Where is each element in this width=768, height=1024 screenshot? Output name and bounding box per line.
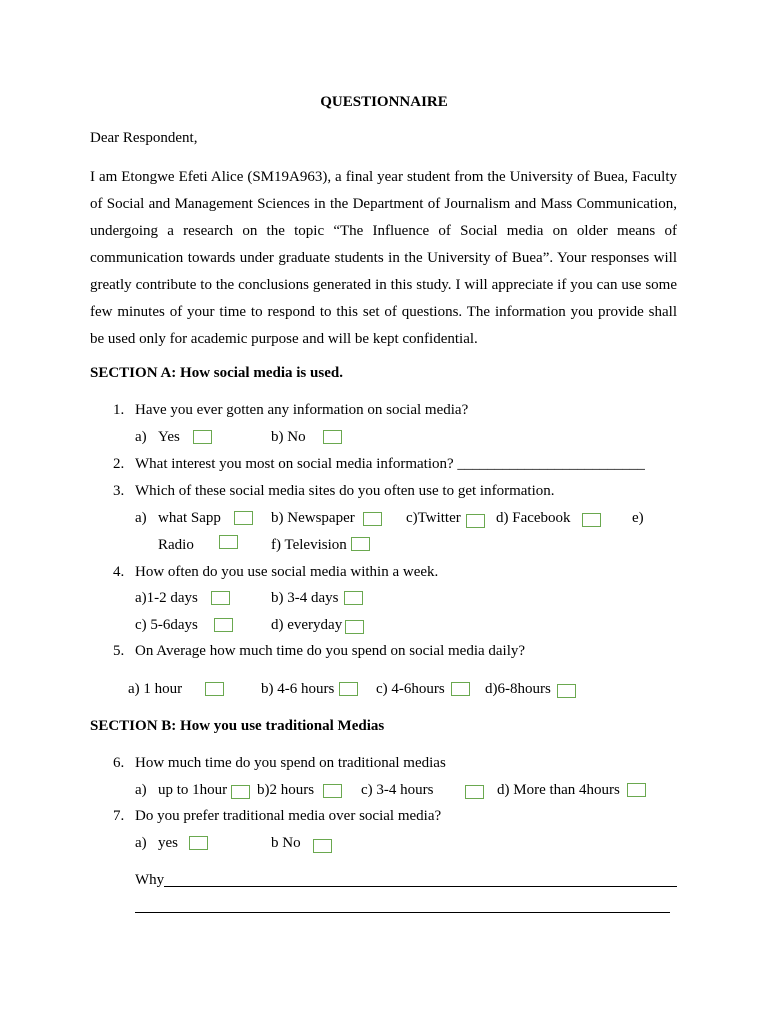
q3-television-checkbox[interactable] bbox=[351, 537, 370, 551]
q3-option-whatsapp-label: what Sapp bbox=[158, 510, 221, 526]
q1-no-checkbox[interactable] bbox=[323, 430, 342, 444]
q3-option-radio-label: Radio bbox=[158, 537, 194, 553]
q6-option-a-label: up to 1hour bbox=[158, 782, 228, 798]
q4-option-d-label: d) everyday bbox=[271, 617, 343, 633]
question-2-text: What interest you most on social media information? _________________________ bbox=[135, 456, 645, 472]
q1-option-yes-label: Yes bbox=[158, 429, 180, 445]
q7-option-no-label: b No bbox=[271, 835, 301, 851]
q3-newspaper-checkbox[interactable] bbox=[363, 512, 382, 526]
q4-option-d-checkbox[interactable] bbox=[345, 620, 364, 634]
q5-option-c-checkbox[interactable] bbox=[451, 682, 470, 696]
q6-option-a-checkbox[interactable] bbox=[231, 785, 250, 799]
question-number: 1. bbox=[113, 402, 125, 418]
greeting: Dear Respondent, bbox=[90, 130, 198, 146]
q6-option-b-label: b)2 hours bbox=[257, 782, 315, 798]
q4-option-b-label: b) 3-4 days bbox=[271, 590, 339, 606]
question-7-text: Do you prefer traditional media over social media? bbox=[135, 808, 442, 824]
q3-whatsapp-checkbox[interactable] bbox=[234, 511, 253, 525]
question-number: 3. bbox=[113, 483, 125, 499]
q4-option-a-checkbox[interactable] bbox=[211, 591, 230, 605]
q6-option-d-checkbox[interactable] bbox=[627, 783, 646, 797]
q4-option-b-checkbox[interactable] bbox=[344, 591, 363, 605]
q6-option-c-checkbox[interactable] bbox=[465, 785, 484, 799]
q4-option-c-label: c) 5-6days bbox=[135, 617, 198, 633]
section-b-heading: SECTION B: How you use traditional Medias bbox=[90, 718, 385, 734]
q3-radio-checkbox[interactable] bbox=[219, 535, 238, 549]
option-marker: a) bbox=[135, 510, 147, 526]
q4-option-a-label: a)1-2 days bbox=[135, 590, 198, 606]
question-5-text: On Average how much time do you spend on social media daily? bbox=[135, 643, 526, 659]
q5-option-d-checkbox[interactable] bbox=[557, 684, 576, 698]
q5-option-a-checkbox[interactable] bbox=[205, 682, 224, 696]
q3-option-twitter-label: c)Twitter bbox=[406, 510, 461, 526]
option-marker: a) bbox=[135, 835, 147, 851]
q5-option-a-label: a) 1 hour bbox=[128, 681, 183, 697]
q1-yes-checkbox[interactable] bbox=[193, 430, 212, 444]
q3-facebook-checkbox[interactable] bbox=[582, 513, 601, 527]
page-title: QUESTIONNAIRE bbox=[320, 94, 448, 110]
q6-option-c-label: c) 3-4 hours bbox=[361, 782, 434, 798]
q6-option-d-label: d) More than 4hours bbox=[497, 782, 620, 798]
question-6-text: How much time do you spend on traditional medias bbox=[135, 755, 446, 771]
question-4-text: How often do you use social media within a week. bbox=[135, 564, 439, 580]
option-marker: a) bbox=[135, 782, 147, 798]
intro-paragraph: I am Etongwe Efeti Alice (SM19A963), a final year student from the University of Buea, Faculty of Social and Management Sciences in the Department of Journalism and Mass Communication, undergoing a research on the topic “The Influence of Social media on older means of communication towards under graduate students in the University of Buea”. Your responses will greatly contribute to the conclusions generated in this study. I will appreciate if you can use some few minutes of your time to respond to this set of questions. The information you provide shall be used only for academic purpose and will be kept confidential. bbox=[90, 169, 677, 347]
option-marker: a) bbox=[135, 429, 147, 445]
q6-option-b-checkbox[interactable] bbox=[323, 784, 342, 798]
question-number: 2. bbox=[113, 456, 125, 472]
question-number: 5. bbox=[113, 643, 125, 659]
q7-yes-checkbox[interactable] bbox=[189, 836, 208, 850]
q5-option-b-label: b) 4-6 hours bbox=[261, 681, 335, 697]
section-a-heading: SECTION A: How social media is used. bbox=[90, 365, 343, 381]
q5-option-b-checkbox[interactable] bbox=[339, 682, 358, 696]
q7-why-answer-line[interactable] bbox=[164, 886, 677, 887]
q4-option-c-checkbox[interactable] bbox=[214, 618, 233, 632]
q3-option-television-label: f) Television bbox=[271, 537, 347, 553]
option-marker: e) bbox=[632, 510, 644, 526]
question-number: 6. bbox=[113, 755, 125, 771]
q3-option-newspaper-label: b) Newspaper bbox=[271, 510, 355, 526]
q7-why-label: Why bbox=[135, 872, 165, 888]
q1-option-no-label: b) No bbox=[271, 429, 306, 445]
q3-option-facebook-label: d) Facebook bbox=[496, 510, 571, 526]
question-number: 7. bbox=[113, 808, 125, 824]
q7-no-checkbox[interactable] bbox=[313, 839, 332, 853]
q5-option-c-label: c) 4-6hours bbox=[376, 681, 445, 697]
q3-twitter-checkbox[interactable] bbox=[466, 514, 485, 528]
q7-why-answer-line-2[interactable] bbox=[135, 912, 670, 913]
question-1-text: Have you ever gotten any information on social media? bbox=[135, 402, 469, 418]
q7-option-yes-label: yes bbox=[158, 835, 178, 851]
q5-option-d-label: d)6-8hours bbox=[485, 681, 551, 697]
question-3-text: Which of these social media sites do you often use to get information. bbox=[135, 483, 555, 499]
question-number: 4. bbox=[113, 564, 125, 580]
